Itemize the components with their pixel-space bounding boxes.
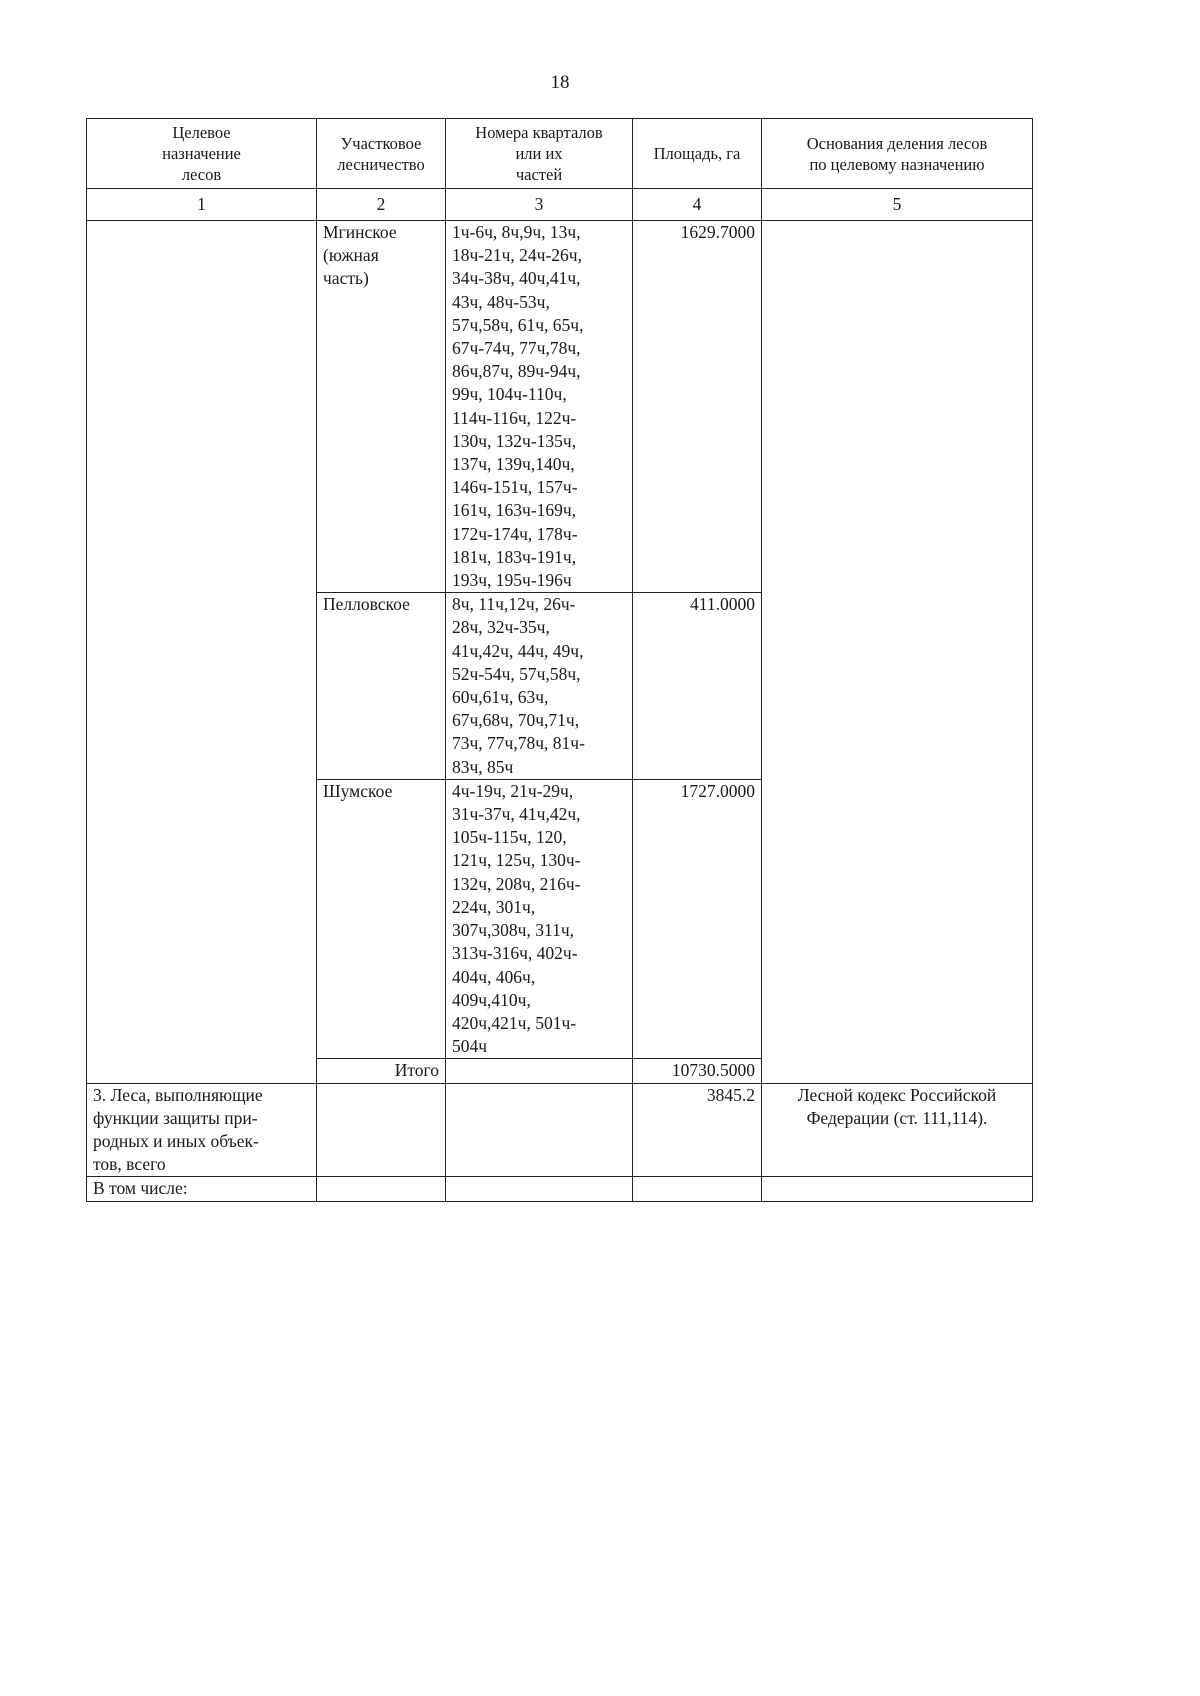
forestry-cell: Шумское xyxy=(317,779,446,1058)
total-label: Итого xyxy=(317,1059,446,1083)
column-number: 5 xyxy=(762,189,1033,221)
quarters-cell xyxy=(446,1059,633,1083)
table-header-row xyxy=(87,119,1033,189)
total-area: 10730.5000 xyxy=(633,1059,762,1083)
forestry-cell xyxy=(317,1177,446,1201)
forestry-cell: Пелловское xyxy=(317,593,446,780)
column-number: 3 xyxy=(446,189,633,221)
header-area: Площадь, га xyxy=(633,119,762,189)
area-cell: 3845.2 xyxy=(633,1083,762,1177)
quarters-cell: 1ч-6ч, 8ч,9ч, 13ч, 18ч-21ч, 24ч-26ч, 34ч-38ч, 40ч,41ч, 43ч, 48ч-53ч, 57ч,58ч, 61ч, 65ч, 67ч-74ч, 77ч,78ч, 86ч,87ч, 89ч-94ч, 99ч, 104ч-110ч, 114ч-116ч, 122ч- 130ч, 132ч-135ч, 137ч, 139ч,140ч, 146ч-151ч, 157ч- 161ч, 163ч-169ч, 172ч-174ч, 178ч- 181ч, 183ч-191ч, 193ч, 195ч-196ч xyxy=(446,221,633,593)
table-row xyxy=(87,1177,1033,1201)
quarters-cell: 4ч-19ч, 21ч-29ч, 31ч-37ч, 41ч,42ч, 105ч-115ч, 120, 121ч, 125ч, 130ч- 132ч, 208ч, 216ч- 224ч, 301ч, 307ч,308ч, 311ч, 313ч-316ч, 402ч- 404ч, 406ч, 409ч,410ч, 420ч,421ч, 501ч- 504ч xyxy=(446,779,633,1058)
header-quarters: Номера кварталов или их частей xyxy=(446,119,633,189)
area-cell: 1629.7000 xyxy=(633,221,762,593)
page-number: 18 xyxy=(550,72,570,93)
header-purpose: Целевое назначение лесов xyxy=(87,119,317,189)
column-number: 1 xyxy=(87,189,317,221)
forestry-cell: Мгинское (южная часть) xyxy=(317,221,446,593)
basis-cell: Лесной кодекс Российской Федерации (ст. 111,114). xyxy=(762,1083,1033,1177)
column-number: 4 xyxy=(633,189,762,221)
area-cell: 1727.0000 xyxy=(633,779,762,1058)
forest-purpose-table xyxy=(86,118,1033,1202)
basis-cell xyxy=(762,1177,1033,1201)
column-number: 2 xyxy=(317,189,446,221)
forestry-cell xyxy=(317,1083,446,1177)
quarters-cell: 8ч, 11ч,12ч, 26ч- 28ч, 32ч-35ч, 41ч,42ч, 44ч, 49ч, 52ч-54ч, 57ч,58ч, 60ч,61ч, 63ч, 67ч,68ч, 70ч,71ч, 73ч, 77ч,78ч, 81ч- 83ч, 85ч xyxy=(446,593,633,780)
purpose-cell xyxy=(87,221,317,1084)
area-cell: 411.0000 xyxy=(633,593,762,780)
purpose-cell: 3. Леса, выполняющие функции защиты при- родных и иных объек- тов, всего xyxy=(87,1083,317,1177)
header-forestry: Участковое лесничество xyxy=(317,119,446,189)
area-cell xyxy=(633,1177,762,1201)
table-row xyxy=(87,221,1033,593)
table-row xyxy=(87,1083,1033,1177)
column-number-row xyxy=(87,189,1033,221)
quarters-cell xyxy=(446,1177,633,1201)
purpose-cell: В том числе: xyxy=(87,1177,317,1201)
header-basis: Основания деления лесов по целевому назначению xyxy=(762,119,1033,189)
basis-cell xyxy=(762,221,1033,1084)
quarters-cell xyxy=(446,1083,633,1177)
